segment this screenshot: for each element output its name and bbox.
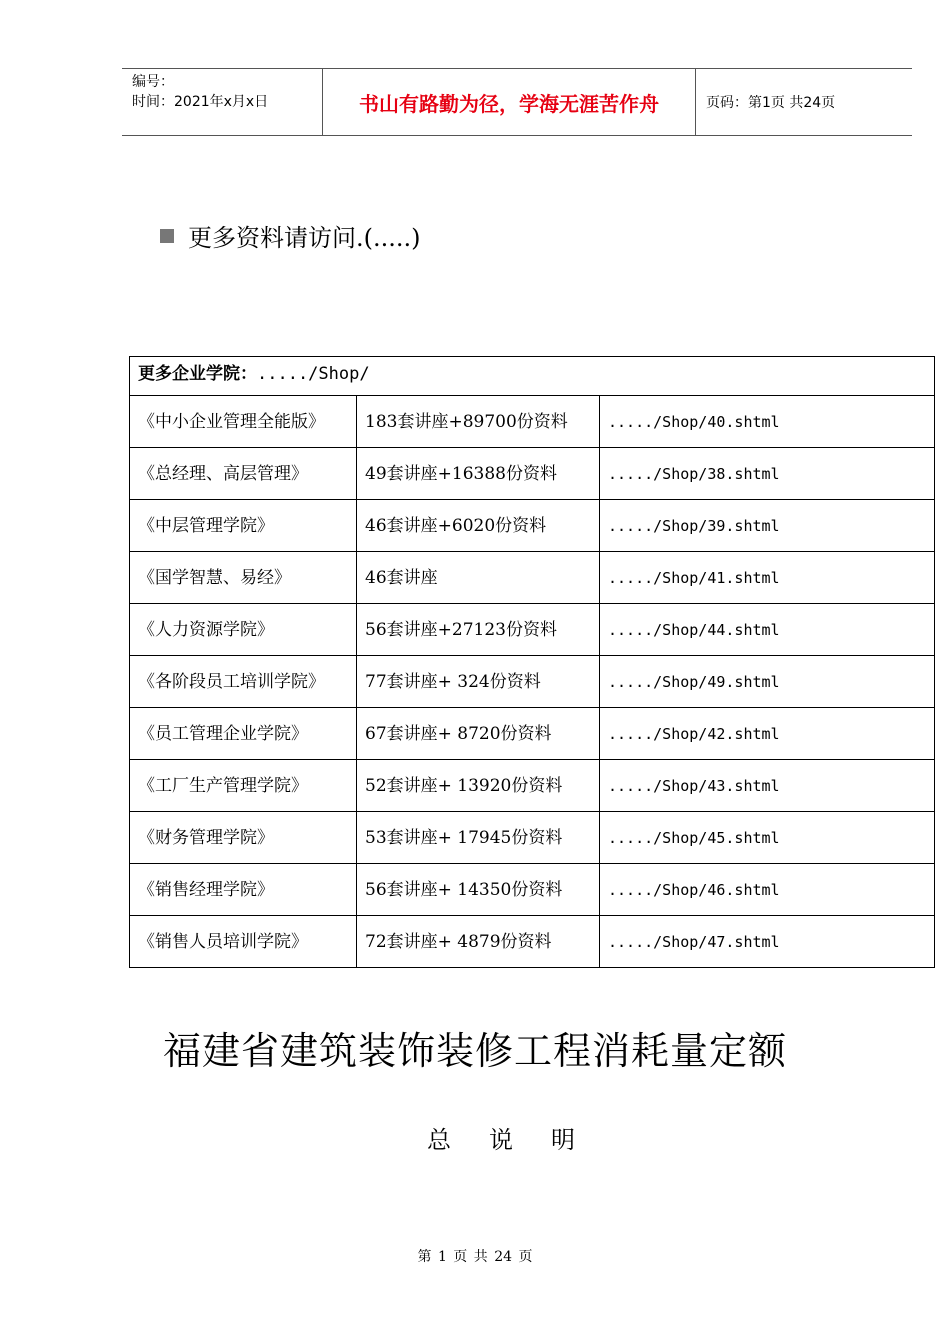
course-url-cell[interactable]: ...../Shop/45.shtml	[600, 812, 935, 864]
course-url-cell[interactable]: ...../Shop/44.shtml	[600, 604, 935, 656]
course-name-cell: 《工厂生产管理学院》	[130, 760, 357, 812]
header-slogan: 书山有路勤为径，学海无涯苦作舟	[323, 69, 696, 135]
course-name-cell: 《中层管理学院》	[130, 500, 357, 552]
table-header-label: 更多企业学院：	[138, 364, 257, 384]
square-bullet-icon	[160, 229, 174, 243]
more-info-line	[160, 218, 421, 253]
more-info-text: 更多资料请访问.(.....)	[188, 224, 421, 252]
course-desc-cell: 52套讲座+ 13920份资料	[357, 760, 600, 812]
table-row	[130, 656, 935, 708]
course-desc-cell: 56套讲座+ 14350份资料	[357, 864, 600, 916]
course-name-cell: 《员工管理企业学院》	[130, 708, 357, 760]
course-desc-cell: 77套讲座+ 324份资料	[357, 656, 600, 708]
number-label: 编号：	[132, 74, 174, 90]
course-desc-cell: 56套讲座+27123份资料	[357, 604, 600, 656]
course-url-cell[interactable]: ...../Shop/41.shtml	[600, 552, 935, 604]
table-row	[130, 812, 935, 864]
table-header-cell	[130, 357, 935, 396]
table-row	[130, 708, 935, 760]
time-label: 时间：2021年x月x日	[132, 94, 269, 110]
course-url-cell[interactable]: ...../Shop/40.shtml	[600, 396, 935, 448]
course-url-cell[interactable]: ...../Shop/46.shtml	[600, 864, 935, 916]
page-header	[122, 68, 912, 136]
course-url-cell[interactable]: ...../Shop/49.shtml	[600, 656, 935, 708]
table-row	[130, 396, 935, 448]
table-row	[130, 500, 935, 552]
course-name-cell: 《销售经理学院》	[130, 864, 357, 916]
table-row	[130, 604, 935, 656]
course-name-cell: 《财务管理学院》	[130, 812, 357, 864]
table-row	[130, 448, 935, 500]
header-page-info: 页码：第1页 共24页	[706, 95, 836, 111]
course-url-cell[interactable]: ...../Shop/39.shtml	[600, 500, 935, 552]
table-row	[130, 916, 935, 968]
course-desc-cell: 53套讲座+ 17945份资料	[357, 812, 600, 864]
course-desc-cell: 46套讲座	[357, 552, 600, 604]
document-subtitle: 总说明	[427, 1126, 613, 1154]
course-name-cell: 《销售人员培训学院》	[130, 916, 357, 968]
course-url-cell[interactable]: ...../Shop/47.shtml	[600, 916, 935, 968]
course-desc-cell: 49套讲座+16388份资料	[357, 448, 600, 500]
course-url-cell[interactable]: ...../Shop/38.shtml	[600, 448, 935, 500]
course-url-cell[interactable]: ...../Shop/42.shtml	[600, 708, 935, 760]
table-header-url[interactable]: ...../Shop/	[257, 364, 370, 384]
course-name-cell: 《中小企业管理全能版》	[130, 396, 357, 448]
shop-table	[129, 356, 935, 968]
page-footer: 第 1 页 共 24 页	[417, 1249, 533, 1265]
table-header-row	[130, 357, 935, 396]
course-desc-cell: 72套讲座+ 4879份资料	[357, 916, 600, 968]
course-desc-cell: 46套讲座+6020份资料	[357, 500, 600, 552]
course-url-cell[interactable]: ...../Shop/43.shtml	[600, 760, 935, 812]
header-meta	[122, 69, 323, 135]
course-name-cell: 《总经理、高层管理》	[130, 448, 357, 500]
table-row	[130, 864, 935, 916]
course-name-cell: 《人力资源学院》	[130, 604, 357, 656]
course-desc-cell: 67套讲座+ 8720份资料	[357, 708, 600, 760]
course-name-cell: 《各阶段员工培训学院》	[130, 656, 357, 708]
table-row	[130, 552, 935, 604]
table-row	[130, 760, 935, 812]
course-desc-cell: 183套讲座+89700份资料	[357, 396, 600, 448]
document-title: 福建省建筑装饰装修工程消耗量定额	[162, 1029, 787, 1073]
course-name-cell: 《国学智慧、易经》	[130, 552, 357, 604]
